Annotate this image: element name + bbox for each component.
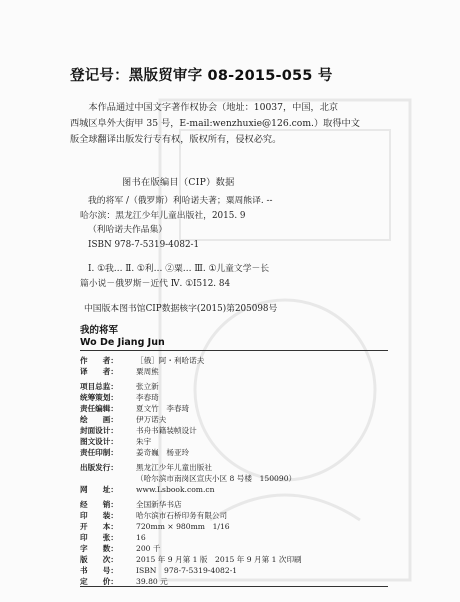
credit-row (80, 403, 390, 414)
credit-value: 39.80 元 (136, 577, 168, 586)
credit-label: 版 次： (80, 555, 118, 564)
credit-value: 书舟书籍装帧设计 (136, 426, 197, 435)
credit-label: 经 销： (80, 500, 118, 509)
credits-list (80, 355, 390, 587)
credit-row (80, 543, 390, 554)
credit-row (80, 436, 390, 447)
cip-line: ISBN 978-7-5319-4082-1 (88, 239, 200, 250)
credit-row (80, 521, 390, 532)
credit-value: ［俄］阿・利哈诺夫 (136, 356, 205, 365)
credit-row (80, 484, 390, 495)
credit-label: 封面设计： (80, 426, 118, 435)
credit-label: 开 本： (80, 522, 118, 531)
credit-label: 统筹策划： (80, 393, 118, 402)
credit-row (80, 381, 390, 392)
notice-line: 版全球翻译出版发行专有权，版权所有，侵权必究。 (70, 134, 282, 145)
credit-row (80, 392, 390, 403)
cip-line: 我的将军 /（俄罗斯）利哈诺夫著；粟周熊译. -- (88, 196, 273, 206)
credit-row (80, 355, 390, 366)
credit-value: 粟周熊 (136, 367, 159, 376)
cip-classification: Ⅰ. ①我… Ⅱ. ①利… ②粟… Ⅲ. ①儿童文学－长 (88, 264, 270, 274)
credit-label: 译 者： (80, 367, 118, 376)
copyright-notice (70, 100, 388, 148)
credit-value: 720mm × 980mm 1/16 (136, 522, 230, 531)
credit-row (80, 425, 390, 436)
credit-label: 书 号： (80, 566, 118, 575)
cip-title: 图书在版编目（CIP）数据 (122, 177, 235, 188)
credit-label: 责任编辑： (80, 404, 118, 413)
credit-value: ISBN 978-7-5319-4082-1 (136, 566, 238, 575)
credit-value: 夏文竹 李春琦 (136, 404, 190, 413)
credit-value: 李春琦 (136, 393, 159, 402)
credit-value: 黑龙江少年儿童出版社 (136, 463, 212, 472)
cip-data-block (80, 194, 385, 291)
credit-label: 印 装： (80, 511, 118, 520)
credit-label: 项目总监： (80, 382, 118, 391)
credit-row (80, 366, 390, 377)
credit-label: 字 数： (80, 544, 118, 553)
credit-row (80, 554, 390, 565)
credit-row (80, 499, 390, 510)
divider (80, 350, 388, 351)
credit-label: 责任印制： (80, 448, 118, 457)
publisher-address: （哈尔滨市南岗区宣庆小区 8 号楼 150090） (136, 474, 297, 483)
credit-label: 印 张： (80, 533, 118, 542)
credit-value: 姜奇巍 杨亚玲 (136, 448, 190, 457)
cip-number: 中国版本图书馆CIP数据核字(2015)第205098号 (84, 304, 278, 314)
credit-label: 网 址： (80, 485, 118, 494)
cip-line: 哈尔滨：黑龙江少年儿童出版社，2015. 9 (80, 210, 246, 221)
credit-value: 哈尔滨市石桥印务有限公司 (136, 511, 228, 520)
credit-label: 图文设计： (80, 437, 118, 446)
credit-label: 出版发行： (80, 463, 118, 472)
credit-label: 定 价： (80, 577, 118, 586)
credit-value: www.Lsbook.com.cn (136, 485, 215, 494)
credit-row (80, 565, 390, 576)
credit-row (80, 414, 390, 425)
registration-number: 登记号：黑版贸审字 08-2015-055 号 (70, 68, 333, 84)
credit-value: 16 (136, 533, 146, 542)
book-title: 我的将军 (80, 325, 119, 336)
cip-classification: 篇小说－俄罗斯－近代 Ⅳ. ①I512. 84 (80, 278, 231, 289)
credit-row (80, 447, 390, 458)
notice-line: 西城区阜外大街甲 35 号，E-mail:wenzhuxie@126.com.）取得中文 (70, 118, 360, 129)
credit-label: 绘 画： (80, 415, 118, 424)
credit-value: 2015 年 9 月第 1 版 2015 年 9 月第 1 次印刷 (136, 555, 302, 564)
notice-line: 本作品通过中国文字著作权协会（地址：10037，中国，北京 (88, 102, 339, 113)
credit-row (80, 462, 390, 473)
credit-value: 张立新 (136, 382, 159, 391)
credit-value: 朱宇 (136, 437, 152, 446)
credit-row (80, 510, 390, 521)
credit-value: 伊万诺夫 (136, 415, 167, 424)
book-pinyin-title: Wo De Jiang Jun (80, 337, 165, 348)
credit-row (80, 532, 390, 543)
credit-value: 全国新华书店 (136, 500, 182, 509)
divider (80, 586, 388, 587)
credit-value: 200 千 (136, 544, 161, 553)
credit-label: 作 者： (80, 356, 118, 365)
cip-line: （利哈诺夫作品集） (88, 225, 168, 235)
